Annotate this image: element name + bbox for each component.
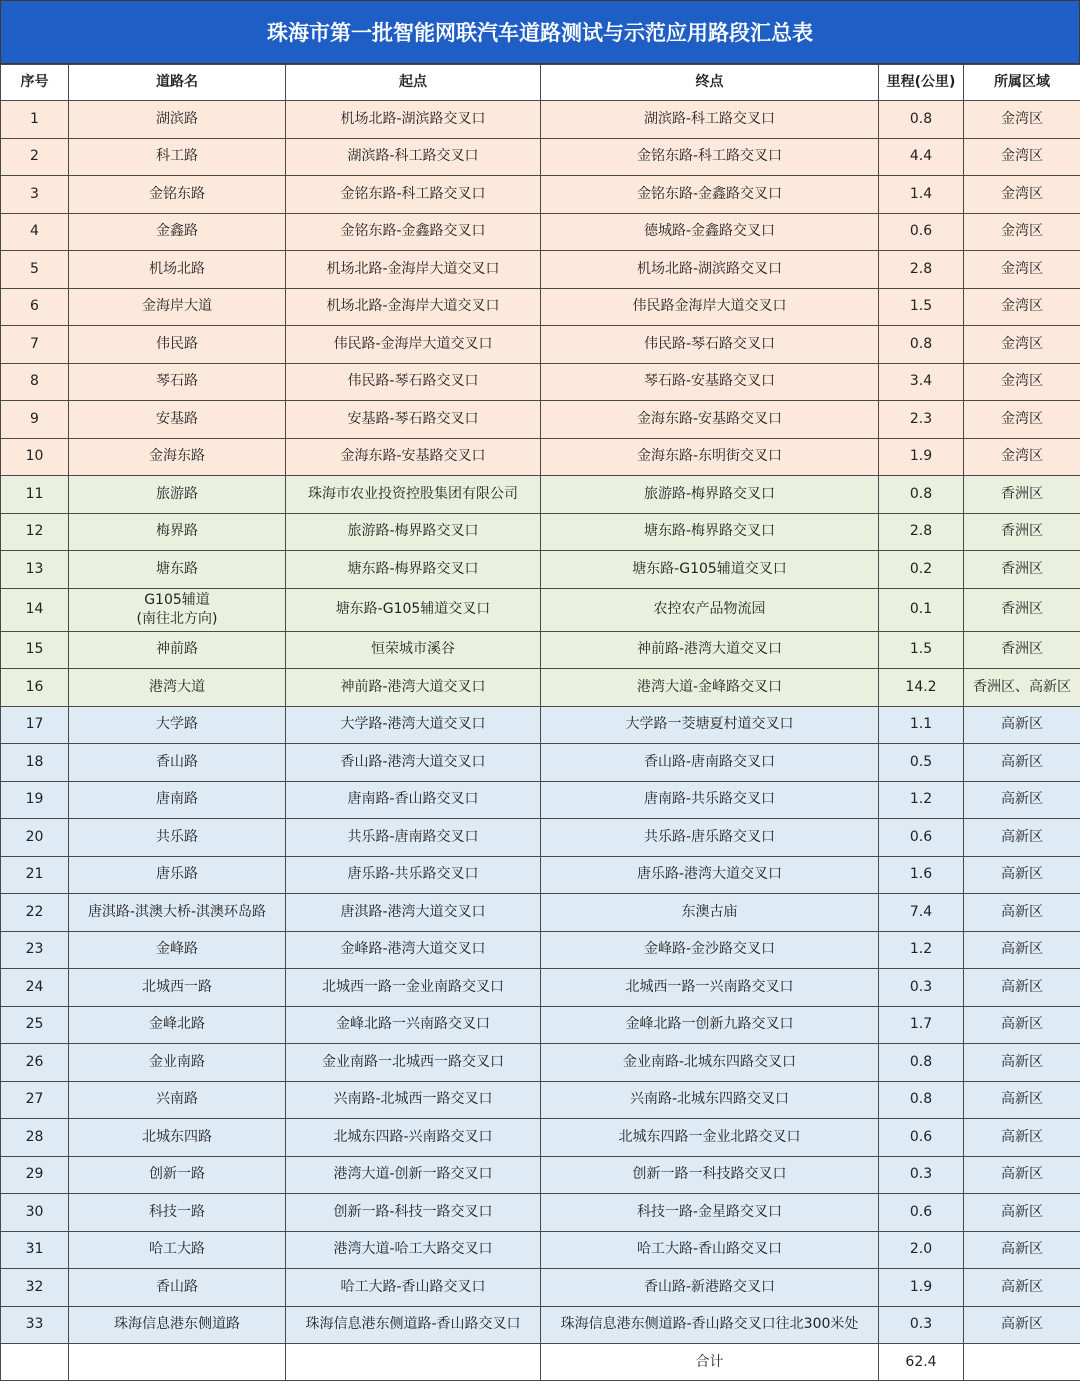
cell-road: 金铭东路	[69, 176, 286, 214]
cell-road: 金鑫路	[69, 213, 286, 251]
cell-no: 22	[1, 894, 69, 932]
cell-road: 安基路	[69, 401, 286, 439]
table-row	[1, 631, 1080, 669]
cell-no: 2	[1, 138, 69, 176]
total-blank	[964, 1344, 1080, 1381]
cell-start: 机场北路-金海岸大道交叉口	[286, 251, 541, 289]
cell-road: 共乐路	[69, 819, 286, 857]
cell-end: 金业南路-北城东四路交叉口	[541, 1044, 879, 1082]
cell-road: 珠海信息港东侧道路	[69, 1306, 286, 1344]
cell-area: 高新区	[964, 1044, 1080, 1082]
table-title: 珠海市第一批智能网联汽车道路测试与示范应用路段汇总表	[0, 0, 1080, 64]
cell-no: 23	[1, 931, 69, 969]
cell-no: 29	[1, 1156, 69, 1194]
cell-road: 大学路	[69, 706, 286, 744]
cell-area: 高新区	[964, 894, 1080, 932]
cell-start: 兴南路-北城西一路交叉口	[286, 1081, 541, 1119]
cell-km: 2.3	[879, 401, 964, 439]
cell-km: 0.5	[879, 744, 964, 782]
cell-km: 0.3	[879, 969, 964, 1007]
cell-end: 旅游路-梅界路交叉口	[541, 476, 879, 514]
road-table	[0, 64, 1080, 1381]
cell-start: 港湾大道-创新一路交叉口	[286, 1156, 541, 1194]
cell-no: 6	[1, 288, 69, 326]
table-row	[1, 251, 1080, 289]
cell-road: 香山路	[69, 744, 286, 782]
cell-road: 科技一路	[69, 1194, 286, 1232]
cell-no: 10	[1, 438, 69, 476]
cell-road: 神前路	[69, 631, 286, 669]
cell-road: 香山路	[69, 1269, 286, 1307]
cell-km: 1.2	[879, 931, 964, 969]
cell-no: 17	[1, 706, 69, 744]
cell-road: 创新一路	[69, 1156, 286, 1194]
cell-area: 高新区	[964, 931, 1080, 969]
cell-area: 高新区	[964, 1231, 1080, 1269]
table-row	[1, 1081, 1080, 1119]
cell-end: 塘东路-G105辅道交叉口	[541, 551, 879, 589]
cell-no: 15	[1, 631, 69, 669]
cell-area: 香洲区	[964, 551, 1080, 589]
cell-no: 12	[1, 513, 69, 551]
cell-km: 1.5	[879, 288, 964, 326]
cell-area: 金湾区	[964, 438, 1080, 476]
cell-km: 1.9	[879, 438, 964, 476]
cell-area: 高新区	[964, 1119, 1080, 1157]
cell-end: 伟民路-琴石路交叉口	[541, 326, 879, 364]
table-row	[1, 476, 1080, 514]
cell-area: 高新区	[964, 1156, 1080, 1194]
table-row	[1, 819, 1080, 857]
cell-no: 14	[1, 588, 69, 631]
cell-road: 机场北路	[69, 251, 286, 289]
header-area: 所属区域	[964, 65, 1080, 101]
cell-start: 唐淇路-港湾大道交叉口	[286, 894, 541, 932]
cell-end: 大学路一茭塘夏村道交叉口	[541, 706, 879, 744]
cell-road: 琴石路	[69, 363, 286, 401]
cell-no: 18	[1, 744, 69, 782]
cell-km: 2.8	[879, 251, 964, 289]
cell-start: 唐南路-香山路交叉口	[286, 781, 541, 819]
table-row	[1, 669, 1080, 707]
table-row	[1, 551, 1080, 589]
cell-road: 金海东路	[69, 438, 286, 476]
cell-km: 0.6	[879, 213, 964, 251]
table-row	[1, 363, 1080, 401]
total-blank	[286, 1344, 541, 1381]
cell-area: 高新区	[964, 819, 1080, 857]
cell-km: 1.1	[879, 706, 964, 744]
cell-area: 金湾区	[964, 213, 1080, 251]
cell-no: 28	[1, 1119, 69, 1157]
cell-end: 金峰北路一创新九路交叉口	[541, 1006, 879, 1044]
header-km: 里程(公里)	[879, 65, 964, 101]
cell-area: 高新区	[964, 706, 1080, 744]
cell-km: 0.8	[879, 1081, 964, 1119]
cell-end: 东澳古庙	[541, 894, 879, 932]
cell-end: 兴南路-北城东四路交叉口	[541, 1081, 879, 1119]
cell-start: 伟民路-金海岸大道交叉口	[286, 326, 541, 364]
cell-start: 香山路-港湾大道交叉口	[286, 744, 541, 782]
cell-area: 高新区	[964, 1006, 1080, 1044]
cell-road: 梅界路	[69, 513, 286, 551]
cell-end: 金铭东路-科工路交叉口	[541, 138, 879, 176]
cell-end: 机场北路-湖滨路交叉口	[541, 251, 879, 289]
cell-area: 金湾区	[964, 363, 1080, 401]
cell-end: 北城东四路一金业北路交叉口	[541, 1119, 879, 1157]
cell-km: 0.1	[879, 588, 964, 631]
cell-road: 北城西一路	[69, 969, 286, 1007]
cell-area: 金湾区	[964, 251, 1080, 289]
cell-start: 恒荣城市溪谷	[286, 631, 541, 669]
cell-end: 塘东路-梅界路交叉口	[541, 513, 879, 551]
cell-end: 琴石路-安基路交叉口	[541, 363, 879, 401]
table-row	[1, 1269, 1080, 1307]
cell-start: 哈工大路-香山路交叉口	[286, 1269, 541, 1307]
cell-road: 塘东路	[69, 551, 286, 589]
cell-road: 金业南路	[69, 1044, 286, 1082]
header-no: 序号	[1, 65, 69, 101]
cell-km: 0.8	[879, 476, 964, 514]
table-row	[1, 969, 1080, 1007]
table-row	[1, 1119, 1080, 1157]
cell-start: 金铭东路-金鑫路交叉口	[286, 213, 541, 251]
cell-start: 共乐路-唐南路交叉口	[286, 819, 541, 857]
cell-no: 24	[1, 969, 69, 1007]
cell-no: 21	[1, 856, 69, 894]
cell-start: 创新一路-科技一路交叉口	[286, 1194, 541, 1232]
cell-no: 19	[1, 781, 69, 819]
cell-km: 1.4	[879, 176, 964, 214]
cell-km: 0.6	[879, 1194, 964, 1232]
cell-start: 安基路-琴石路交叉口	[286, 401, 541, 439]
cell-start: 金铭东路-科工路交叉口	[286, 176, 541, 214]
total-km: 62.4	[879, 1344, 964, 1381]
cell-no: 11	[1, 476, 69, 514]
cell-km: 2.0	[879, 1231, 964, 1269]
cell-road: 伟民路	[69, 326, 286, 364]
cell-area: 金湾区	[964, 176, 1080, 214]
cell-km: 0.8	[879, 1044, 964, 1082]
cell-area: 高新区	[964, 781, 1080, 819]
cell-road: 唐南路	[69, 781, 286, 819]
cell-km: 0.8	[879, 326, 964, 364]
table-row	[1, 176, 1080, 214]
cell-area: 香洲区	[964, 476, 1080, 514]
cell-end: 珠海信息港东侧道路-香山路交叉口往北300米处	[541, 1306, 879, 1344]
cell-no: 32	[1, 1269, 69, 1307]
header-road: 道路名	[69, 65, 286, 101]
cell-no: 4	[1, 213, 69, 251]
cell-end: 金峰路-金沙路交叉口	[541, 931, 879, 969]
cell-area: 高新区	[964, 1081, 1080, 1119]
cell-km: 0.3	[879, 1306, 964, 1344]
table-row	[1, 588, 1080, 631]
cell-km: 0.6	[879, 1119, 964, 1157]
total-label: 合计	[541, 1344, 879, 1381]
cell-no: 5	[1, 251, 69, 289]
cell-no: 16	[1, 669, 69, 707]
cell-area: 高新区	[964, 1306, 1080, 1344]
cell-km: 0.3	[879, 1156, 964, 1194]
table-row	[1, 894, 1080, 932]
cell-area: 高新区	[964, 969, 1080, 1007]
cell-km: 14.2	[879, 669, 964, 707]
cell-no: 26	[1, 1044, 69, 1082]
cell-km: 7.4	[879, 894, 964, 932]
cell-road: 哈工大路	[69, 1231, 286, 1269]
cell-area: 香洲区	[964, 588, 1080, 631]
table-row	[1, 744, 1080, 782]
cell-road: 湖滨路	[69, 101, 286, 139]
table-row	[1, 401, 1080, 439]
cell-no: 33	[1, 1306, 69, 1344]
cell-start: 塘东路-G105辅道交叉口	[286, 588, 541, 631]
cell-start: 伟民路-琴石路交叉口	[286, 363, 541, 401]
table-row	[1, 1194, 1080, 1232]
cell-area: 高新区	[964, 856, 1080, 894]
cell-no: 9	[1, 401, 69, 439]
table-row	[1, 931, 1080, 969]
cell-no: 25	[1, 1006, 69, 1044]
cell-start: 神前路-港湾大道交叉口	[286, 669, 541, 707]
cell-area: 金湾区	[964, 101, 1080, 139]
table-body	[1, 101, 1080, 1344]
cell-start: 北城西一路一金业南路交叉口	[286, 969, 541, 1007]
cell-start: 机场北路-湖滨路交叉口	[286, 101, 541, 139]
cell-road: 科工路	[69, 138, 286, 176]
cell-km: 1.6	[879, 856, 964, 894]
cell-no: 13	[1, 551, 69, 589]
cell-area: 香洲区、高新区	[964, 669, 1080, 707]
header-start: 起点	[286, 65, 541, 101]
cell-road: 金峰北路	[69, 1006, 286, 1044]
cell-end: 神前路-港湾大道交叉口	[541, 631, 879, 669]
cell-start: 金业南路一北城西一路交叉口	[286, 1044, 541, 1082]
table-row	[1, 856, 1080, 894]
header-row	[1, 65, 1080, 101]
cell-start: 唐乐路-共乐路交叉口	[286, 856, 541, 894]
cell-end: 金铭东路-金鑫路交叉口	[541, 176, 879, 214]
cell-start: 机场北路-金海岸大道交叉口	[286, 288, 541, 326]
cell-km: 1.7	[879, 1006, 964, 1044]
table-row	[1, 326, 1080, 364]
cell-end: 哈工大路-香山路交叉口	[541, 1231, 879, 1269]
cell-road: 唐乐路	[69, 856, 286, 894]
cell-km: 1.9	[879, 1269, 964, 1307]
cell-no: 27	[1, 1081, 69, 1119]
cell-road: 金峰路	[69, 931, 286, 969]
table-row	[1, 288, 1080, 326]
total-blank	[1, 1344, 69, 1381]
cell-start: 金峰路-港湾大道交叉口	[286, 931, 541, 969]
cell-end: 金海东路-安基路交叉口	[541, 401, 879, 439]
cell-no: 30	[1, 1194, 69, 1232]
cell-road: 唐淇路-淇澳大桥-淇澳环岛路	[69, 894, 286, 932]
table-row	[1, 1306, 1080, 1344]
table-row	[1, 1006, 1080, 1044]
road-name-line1: G105辅道	[144, 591, 210, 608]
cell-km: 0.6	[879, 819, 964, 857]
table-row	[1, 213, 1080, 251]
cell-km: 1.2	[879, 781, 964, 819]
cell-area: 高新区	[964, 1269, 1080, 1307]
cell-end: 湖滨路-科工路交叉口	[541, 101, 879, 139]
cell-end: 科技一路-金星路交叉口	[541, 1194, 879, 1232]
cell-area: 金湾区	[964, 401, 1080, 439]
cell-start: 大学路-港湾大道交叉口	[286, 706, 541, 744]
cell-start: 北城东四路-兴南路交叉口	[286, 1119, 541, 1157]
cell-end: 香山路-唐南路交叉口	[541, 744, 879, 782]
cell-area: 高新区	[964, 1194, 1080, 1232]
cell-end: 共乐路-唐乐路交叉口	[541, 819, 879, 857]
cell-area: 香洲区	[964, 513, 1080, 551]
cell-end: 港湾大道-金峰路交叉口	[541, 669, 879, 707]
cell-end: 德城路-金鑫路交叉口	[541, 213, 879, 251]
cell-road: 北城东四路	[69, 1119, 286, 1157]
table-row	[1, 1231, 1080, 1269]
cell-area: 金湾区	[964, 138, 1080, 176]
cell-no: 7	[1, 326, 69, 364]
cell-km: 1.5	[879, 631, 964, 669]
table-row	[1, 706, 1080, 744]
table-row	[1, 138, 1080, 176]
cell-start: 珠海市农业投资控股集团有限公司	[286, 476, 541, 514]
cell-end: 香山路-新港路交叉口	[541, 1269, 879, 1307]
header-end: 终点	[541, 65, 879, 101]
cell-end: 农控农产品物流园	[541, 588, 879, 631]
table-row	[1, 101, 1080, 139]
cell-km: 4.4	[879, 138, 964, 176]
table-row	[1, 513, 1080, 551]
cell-area: 香洲区	[964, 631, 1080, 669]
cell-start: 湖滨路-科工路交叉口	[286, 138, 541, 176]
cell-start: 金海东路-安基路交叉口	[286, 438, 541, 476]
cell-no: 31	[1, 1231, 69, 1269]
cell-km: 2.8	[879, 513, 964, 551]
cell-start: 金峰北路一兴南路交叉口	[286, 1006, 541, 1044]
cell-start: 珠海信息港东侧道路-香山路交叉口	[286, 1306, 541, 1344]
cell-no: 20	[1, 819, 69, 857]
cell-km: 0.2	[879, 551, 964, 589]
table-row	[1, 438, 1080, 476]
cell-end: 北城西一路一兴南路交叉口	[541, 969, 879, 1007]
table-row	[1, 781, 1080, 819]
table-row	[1, 1044, 1080, 1082]
cell-road: 金海岸大道	[69, 288, 286, 326]
table-row	[1, 1156, 1080, 1194]
road-name-line2: (南往北方向)	[136, 610, 218, 627]
cell-no: 3	[1, 176, 69, 214]
cell-start: 塘东路-梅界路交叉口	[286, 551, 541, 589]
cell-end: 创新一路一科技路交叉口	[541, 1156, 879, 1194]
cell-end: 伟民路金海岸大道交叉口	[541, 288, 879, 326]
cell-km: 0.8	[879, 101, 964, 139]
cell-road: 旅游路	[69, 476, 286, 514]
cell-area: 金湾区	[964, 326, 1080, 364]
cell-km: 3.4	[879, 363, 964, 401]
cell-start: 旅游路-梅界路交叉口	[286, 513, 541, 551]
total-blank	[69, 1344, 286, 1381]
cell-road: 兴南路	[69, 1081, 286, 1119]
cell-start: 港湾大道-哈工大路交叉口	[286, 1231, 541, 1269]
cell-area: 金湾区	[964, 288, 1080, 326]
cell-end: 金海东路-东明街交叉口	[541, 438, 879, 476]
cell-end: 唐南路-共乐路交叉口	[541, 781, 879, 819]
cell-no: 1	[1, 101, 69, 139]
cell-area: 高新区	[964, 744, 1080, 782]
total-row	[1, 1344, 1080, 1381]
cell-road: 港湾大道	[69, 669, 286, 707]
cell-road	[69, 588, 286, 631]
cell-end: 唐乐路-港湾大道交叉口	[541, 856, 879, 894]
cell-no: 8	[1, 363, 69, 401]
